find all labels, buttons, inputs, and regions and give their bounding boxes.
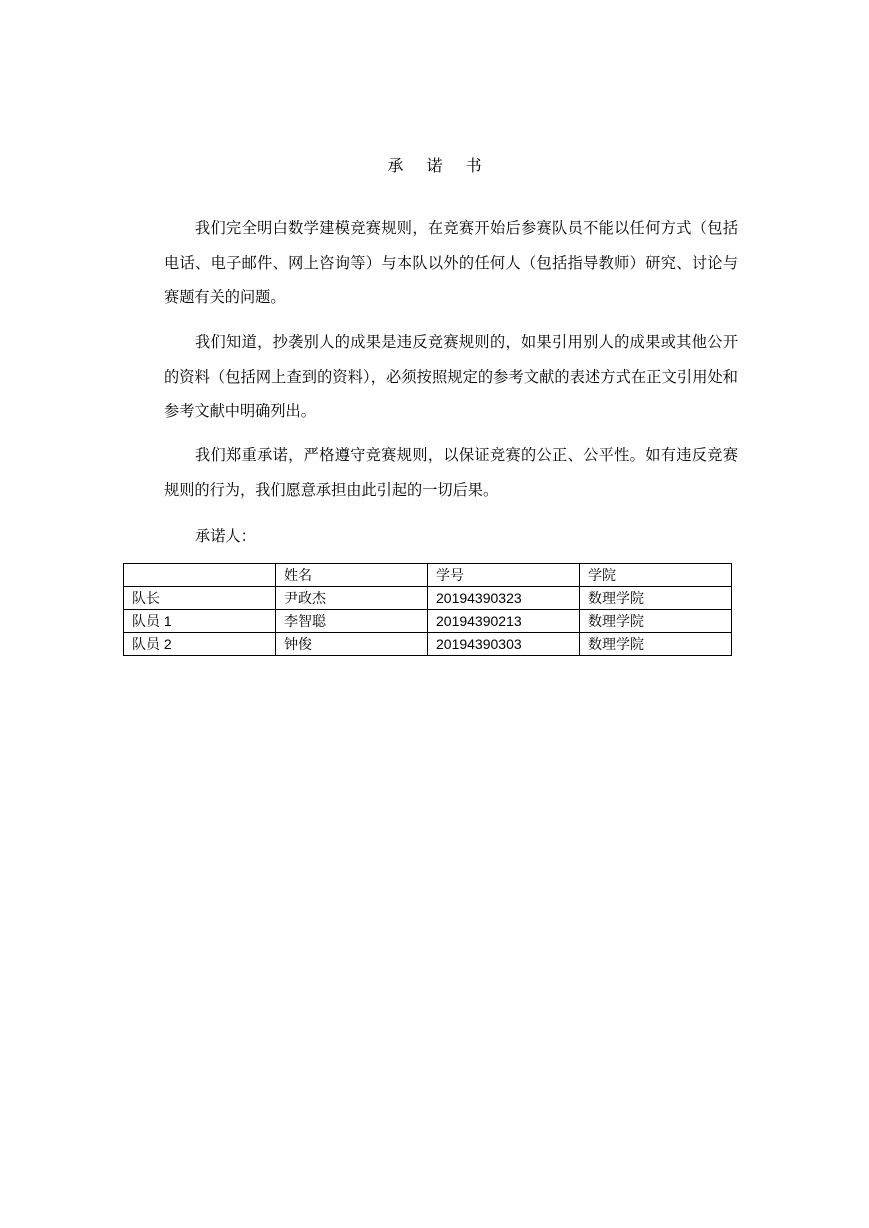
table-cell-name: 钟俊 <box>276 633 428 656</box>
title-char: 承 <box>387 156 404 175</box>
paragraph-plagiarism: 我们知道，抄袭别人的成果是违反竞赛规则的，如果引用别人的成果或其他公开的资料（包括网上查到的资料），必须按照规定的参考文献的表述方式在正文引用处和参考文献中明确列出。 <box>164 333 738 420</box>
paragraph-commitment: 我们郑重承诺，严格遵守竞赛规则，以保证竞赛的公正、公平性。如有违反竞赛规则的行为，我们愿意承担由此引起的一切后果。 <box>164 446 738 499</box>
table-cell-name: 尹政杰 <box>276 587 428 610</box>
table-header-cell <box>124 564 276 587</box>
table-cell-student-id: 20194390303 <box>428 633 580 656</box>
table-cell-college: 数理学院 <box>580 610 732 633</box>
table-cell-role: 队长 <box>124 587 276 610</box>
table-cell-college: 数理学院 <box>580 587 732 610</box>
table-cell-student-id: 20194390213 <box>428 610 580 633</box>
paragraph-rules: 我们完全明白数学建模竞赛规则，在竞赛开始后参赛队员不能以任何方式（包括电话、电子邮件、网上咨询等）与本队以外的任何人（包括指导教师）研究、讨论与赛题有关的问题。 <box>164 219 738 306</box>
table-row <box>124 587 732 610</box>
pledger-label: 承诺人： <box>195 527 256 545</box>
title-char: 诺 <box>426 156 443 175</box>
table-row <box>124 633 732 656</box>
members-table <box>123 563 732 656</box>
table-cell-college: 数理学院 <box>580 633 732 656</box>
table-cell-name: 李智聪 <box>276 610 428 633</box>
table-header-cell: 学号 <box>428 564 580 587</box>
table-cell-role: 队员 1 <box>124 610 276 633</box>
table-header-row <box>124 564 732 587</box>
table-header-cell: 学院 <box>580 564 732 587</box>
title-char: 书 <box>465 156 482 175</box>
table-row <box>124 610 732 633</box>
document-title <box>0 154 869 178</box>
table-cell-role: 队员 2 <box>124 633 276 656</box>
table-cell-student-id: 20194390323 <box>428 587 580 610</box>
table-header-cell: 姓名 <box>276 564 428 587</box>
